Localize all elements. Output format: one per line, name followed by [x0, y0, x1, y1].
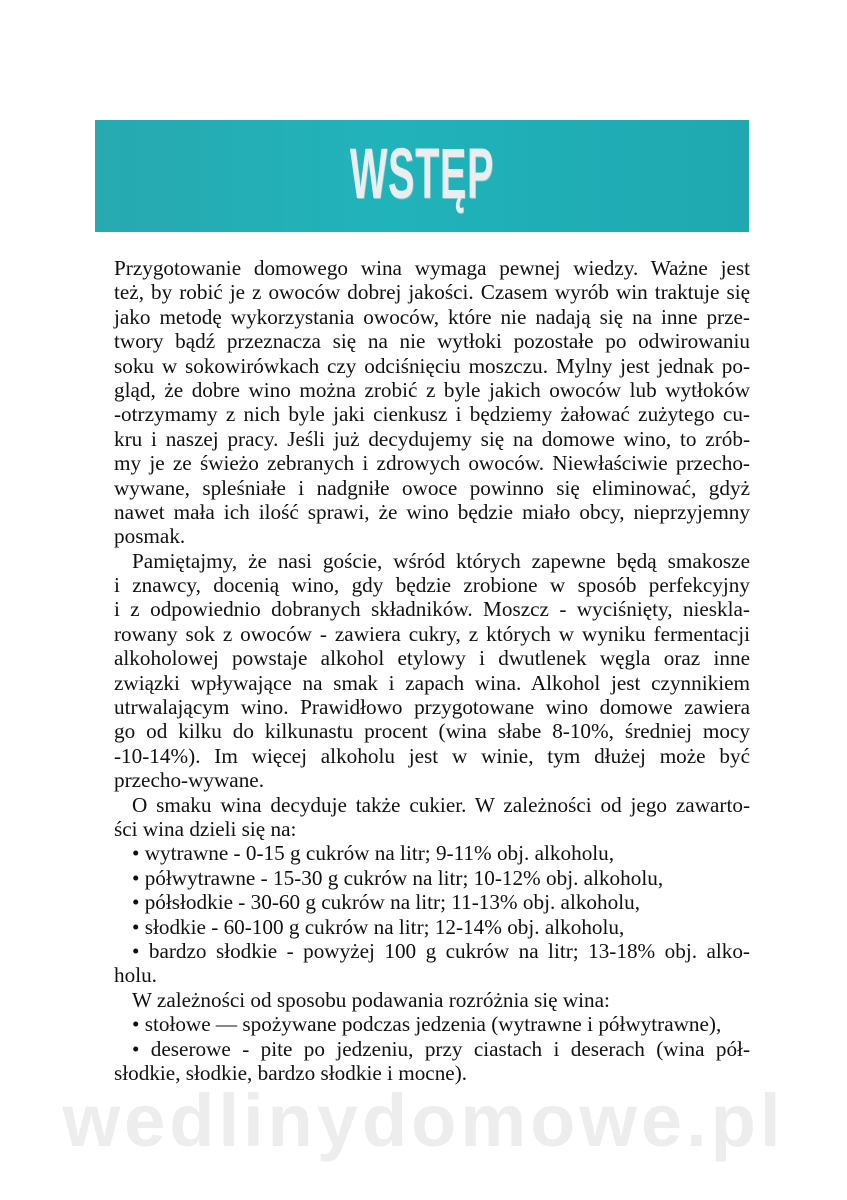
- list-item: • półsłodkie - 30-60 g cukrów na litr; 11-13% obj. alkoholu,: [132, 890, 640, 915]
- text-line: słodkie, słodkie, bardzo słodkie i mocne).: [114, 1060, 468, 1085]
- watermark: wedlinydomowe.pl: [62, 1079, 785, 1162]
- list-item: • wytrawne - 0-15 g cukrów na litr; 9-11% obj. alkoholu,: [132, 841, 615, 866]
- list-item: • słodkie - 60-100 g cukrów na litr; 12-14% obj. alkoholu,: [132, 914, 625, 939]
- text-line: go od kilku do kilkunastu procent (wina słabe 8-10%, średniej mocy: [114, 719, 750, 744]
- text-line: i z odpowiednio dobranych składników. Moszcz - wyciśnięty, nieskla-: [114, 597, 750, 622]
- list-item: • deserowe - pite po jedzeniu, przy ciastach i deserach (wina pół-: [132, 1036, 750, 1061]
- text-line: gląd, że dobre wino można zrobić z byle jakich owoców lub wytłoków: [114, 377, 750, 402]
- text-line: posmak.: [114, 524, 186, 549]
- text-line: nawet mała ich ilość sprawi, że wino będzie miało obcy, nieprzyjemny: [114, 499, 750, 524]
- text-line: twory bądź przeznacza się na nie wytłoki pozostałe po odwirowaniu: [114, 329, 750, 354]
- text-line: Przygotowanie domowego wina wymaga pewnej wiedzy. Ważne jest: [114, 256, 750, 280]
- title-banner: [95, 120, 749, 232]
- text-line: utrwalającym wino. Prawidłowo przygotowane wino domowe zawiera: [114, 695, 750, 720]
- article-body: [114, 256, 750, 1085]
- text-line: przecho-wywane.: [114, 768, 264, 793]
- text-line: W zależności od sposobu podawania rozróżnia się wina:: [132, 987, 610, 1012]
- text-line: ści wina dzieli się na:: [114, 816, 297, 841]
- text-line: rowany sok z owoców - zawiera cukry, z których w wyniku fermentacji: [114, 621, 750, 646]
- list-item: • stołowe — spożywane podczas jedzenia (wytrawne i półwytrawne),: [132, 1012, 722, 1037]
- text-line: jako metodę wykorzystania owoców, które nie nadają się na inne prze-: [114, 304, 750, 329]
- page-title: WSTĘP: [349, 133, 495, 214]
- text-line: i znawcy, docenią wino, gdy będzie zrobione w sposób perfekcyjny: [114, 573, 750, 598]
- text-line: Pamiętajmy, że nasi goście, wśród których zapewne będą smakosze: [132, 548, 750, 573]
- text-line: kru i naszej pracy. Jeśli już decydujemy się na domowe wino, to zrób-: [114, 426, 750, 451]
- text-line: alkoholowej powstaje alkohol etylowy i dwutlenek węgla oraz inne: [114, 646, 750, 671]
- text-line: też, by robić je z owoców dobrej jakości. Czasem wyrób win traktuje się: [114, 280, 750, 305]
- text-line: związki wpływające na smak i zapach wina. Alkohol jest czynnikiem: [114, 670, 750, 695]
- text-line: -10-14%). Im więcej alkoholu jest w winie, tym dłużej może być: [114, 743, 750, 768]
- text-line: holu.: [114, 963, 157, 988]
- list-item: • półwytrawne - 15-30 g cukrów na litr; 10-12% obj. alkoholu,: [132, 865, 664, 890]
- text-line: O smaku wina decyduje także cukier. W zależności od jego zawarto-: [132, 792, 750, 817]
- text-line: -otrzymamy z nich byle jaki cienkusz i będziemy żałować zużytego cu-: [114, 402, 750, 427]
- text-line: wywane, spleśniałe i nadgniłe owoce powinno się eliminować, gdyż: [114, 475, 750, 500]
- list-item: • bardzo słodkie - powyżej 100 g cukrów na litr; 13-18% obj. alko-: [132, 938, 750, 963]
- text-line: soku w sokowirówkach czy odciśnięciu moszczu. Mylny jest jednak po-: [114, 353, 750, 378]
- text-line: my je ze świeżo zebranych i zdrowych owoców. Niewłaściwie przecho-: [114, 451, 750, 476]
